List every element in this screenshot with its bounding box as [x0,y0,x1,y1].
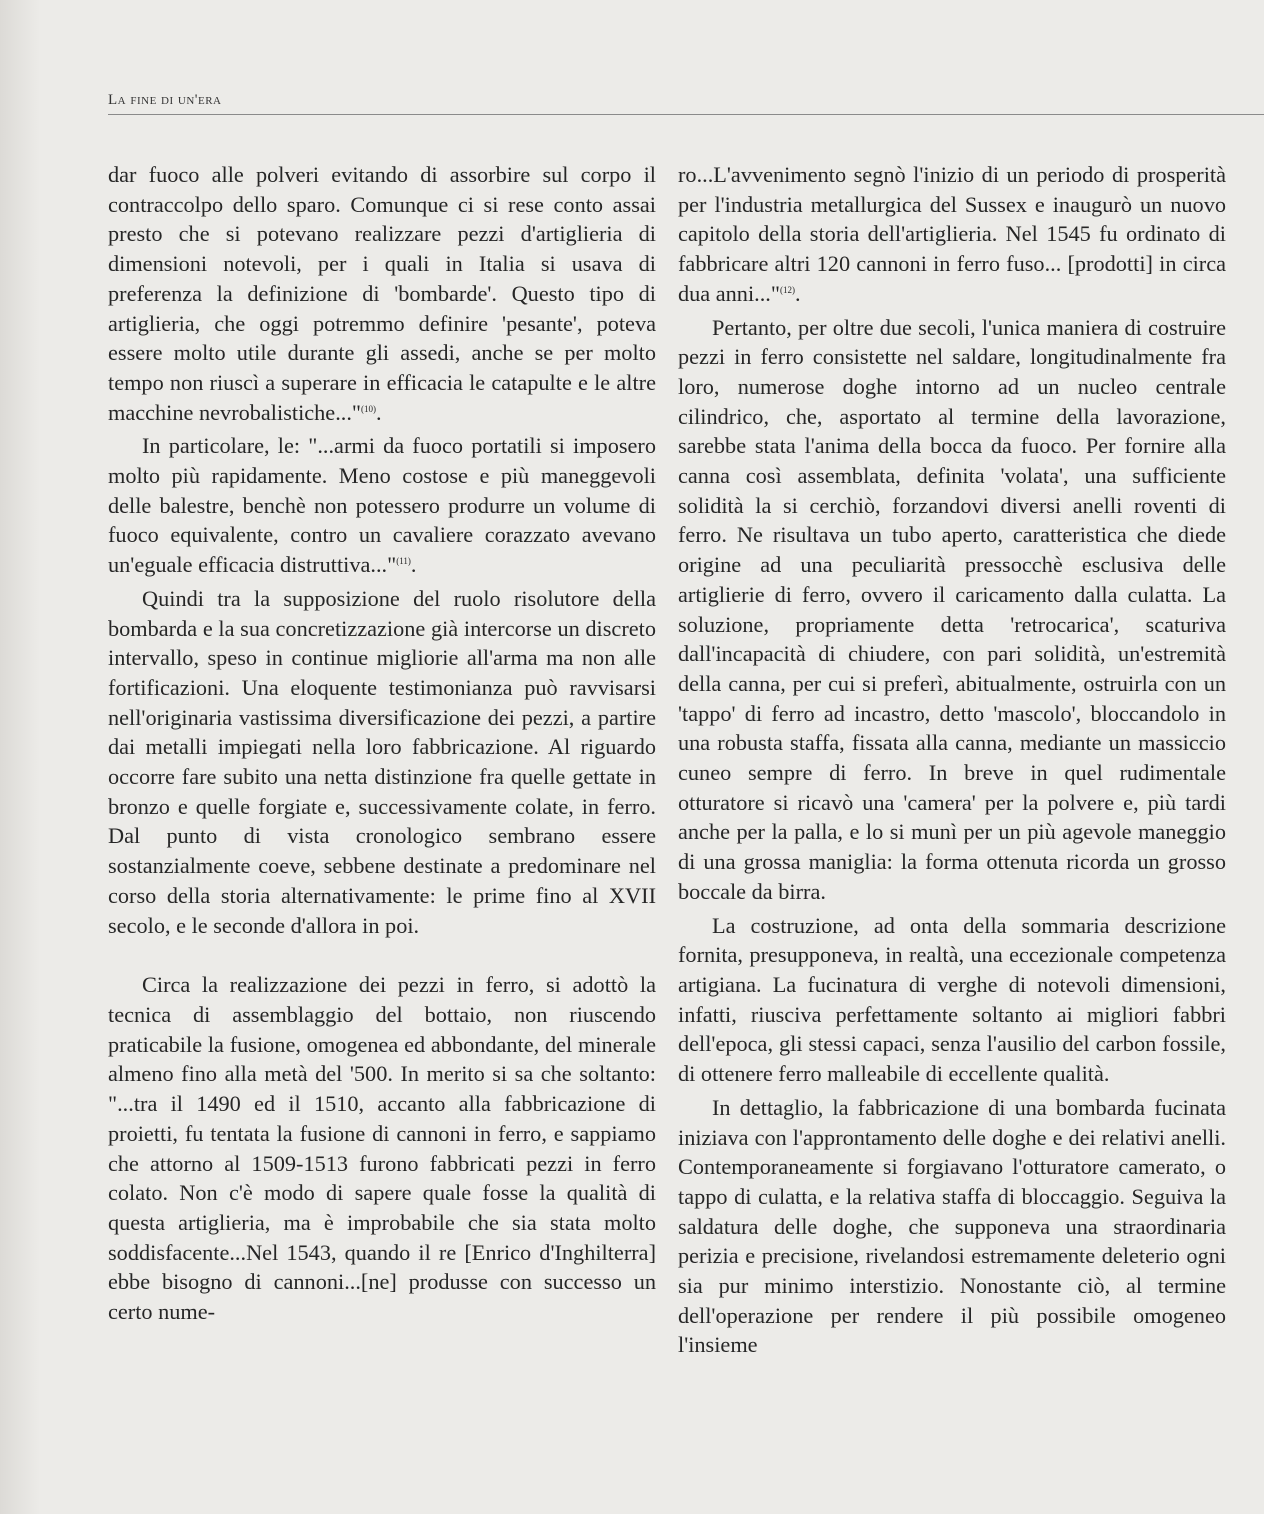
paragraph: Quindi tra la supposizione del ruolo risolutore della bombarda e la sua concretizzazione già intercorse un discreto intervallo, speso in continue migliorie all'arma ma non alle fortificazioni. Una eloquente testimonianza può ravvisarsi nell'originaria vastissima diversificazione dei pezzi, a partire dai metalli impiegati nella loro fabbricazione. Al riguardo occorre fare subito una netta distinzione fra quelle gettate in bronzo e quelle forgiate e, successivamente colate, in ferro. Dal punto di vista cronologico sembrano essere sostanzialmente coeve, sebbene destinate a predominare nel corso della storia alternativamente: le prime fino al XVII secolo, e le seconde d'allora in poi. [108,585,656,938]
footnote-ref: (10) [361,403,377,414]
paragraph: In dettaglio, la fabbricazione di una bombarda fucinata iniziava con l'approntamento delle doghe e dei relativi anelli. Contemporaneamente si forgiavano l'otturatore camerato, o tappo di culatta, e la relativa staffa di bloccaggio. Seguiva la saldatura delle doghe, che supponeva una straordinaria perizia e precisione, rivelandosi estremamente deleterio ogni sia pur minimo interstizio. Nonostante ciò, al termine dell'operazione per rendere il più possibile omogeneo l'insieme [678,1094,1226,1358]
running-head: La fine di un'era [108,92,222,108]
header-rule [108,114,1264,115]
footnote-ref: (12) [779,284,795,295]
paragraph: dar fuoco alle polveri evitando di assorbire sul corpo il contraccolpo dello sparo. Comunque ci si rese conto assai presto che si potevano realizzare pezzi d'artiglieria di dimensioni notevoli, per i quali in Italia si usava di preferenza la definizione di 'bombarde'. Questo tipo di artiglieria, che oggi potremmo definire 'pesante', poteva essere molto utile durante gli assedi, anche se per molto tempo non riuscì a superare in efficacia le catapulte e le altre macchine nevrobalistiche..."$^{(10)}$. [108,162,656,425]
footnote-ref: (11) [396,556,411,567]
page-gutter-shadow [0,0,40,1514]
paragraph: La costruzione, ad onta della sommaria descrizione fornita, presupponeva, in realtà, una eccezionale competenza artigiana. La fucinatura di verghe di notevoli dimensioni, infatti, riusciva perfettamente soltanto ai migliori fabbri dell'epoca, gli stessi capaci, senza l'ausilio del carbon fossile, di ottenere ferro malleabile di eccellente qualità. [678,912,1226,1087]
paragraph: Circa la realizzazione dei pezzi in ferro, si adottò la tecnica di assemblaggio del bottaio, non riuscendo praticabile la fusione, omogenea ed abbondante, del minerale almeno fino alla metà del '500. In merito si sa che soltanto: "...tra il 1490 ed il 1510, accanto alla fabbricazione di proietti, fu tentata la fusione di cannoni in ferro, e sappiamo che attorno al 1509-1513 furono fabbricati pezzi in ferro colato. Non c'è modo di sapere quale fosse la qualità di questa artiglieria, ma è improbabile che sia stata molto soddisfacente...Nel 1543, quando il re [Enrico d'Inghilterra] ebbe bisogno di cannoni...[ne] produsse con successo un certo nume- [108,972,656,1325]
right-column [678,160,1226,1364]
paragraph: Pertanto, per oltre due secoli, l'unica maniera di costruire pezzi in ferro consistette nel saldare, longitudinalmente fra loro, numerose doghe intorno ad un nucleo centrale cilindrico, che, asportato al termine della lavorazione, sarebbe stata l'anima della bocca da fuoco. Per fornire alla canna così assemblata, definita 'volata', una sufficiente solidità la si cerchiò, forzandovi diversi anelli roventi di ferro. Ne risultava un tubo aperto, caratteristica che diede origine ad una peculiarità pressocchè esclusiva delle artiglierie di ferro, ovvero il caricamento dalla culatta. La soluzione, propriamente detta 'retrocarica', scaturiva dall'incapacità di chiudere, con pari solidità, un'estremità della canna, per cui si preferì, abitualmente, ostruirla con un 'tappo' di ferro ad incastro, detto 'mascolo', bloccandolo in una robusta staffa, fissata alla canna, mediante un massiccio cuneo sempre di ferro. In breve in quel rudimentale otturatore si ricavò una 'camera' per la polvere e, più tardi anche per la palla, e lo si munì per un più agevole maneggio di una grossa maniglia: la forma ottenuta ricorda un grosso boccale da birra. [678,314,1226,904]
paragraph: ro...L'avvenimento segnò l'inizio di un periodo di prosperità per l'industria metallurgica del Sussex e inaugurò un nuovo capitolo della storia dell'artiglieria. Nel 1545 fu ordinato di fabbricare altri 120 cannoni in ferro fuso... [prodotti] in circa dua anni..."$^{(12)}$. [678,162,1226,306]
paragraph: In particolare, le: "...armi da fuoco portatili si imposero molto più rapidamente. Meno costose e più maneggevoli delle balestre, benchè non potessero produrre un volume di fuoco equivalente, contro un cavaliere corazzato avevano un'eguale efficacia distruttiva..."$^{(11)}$. [108,433,656,578]
left-column [108,160,656,1331]
